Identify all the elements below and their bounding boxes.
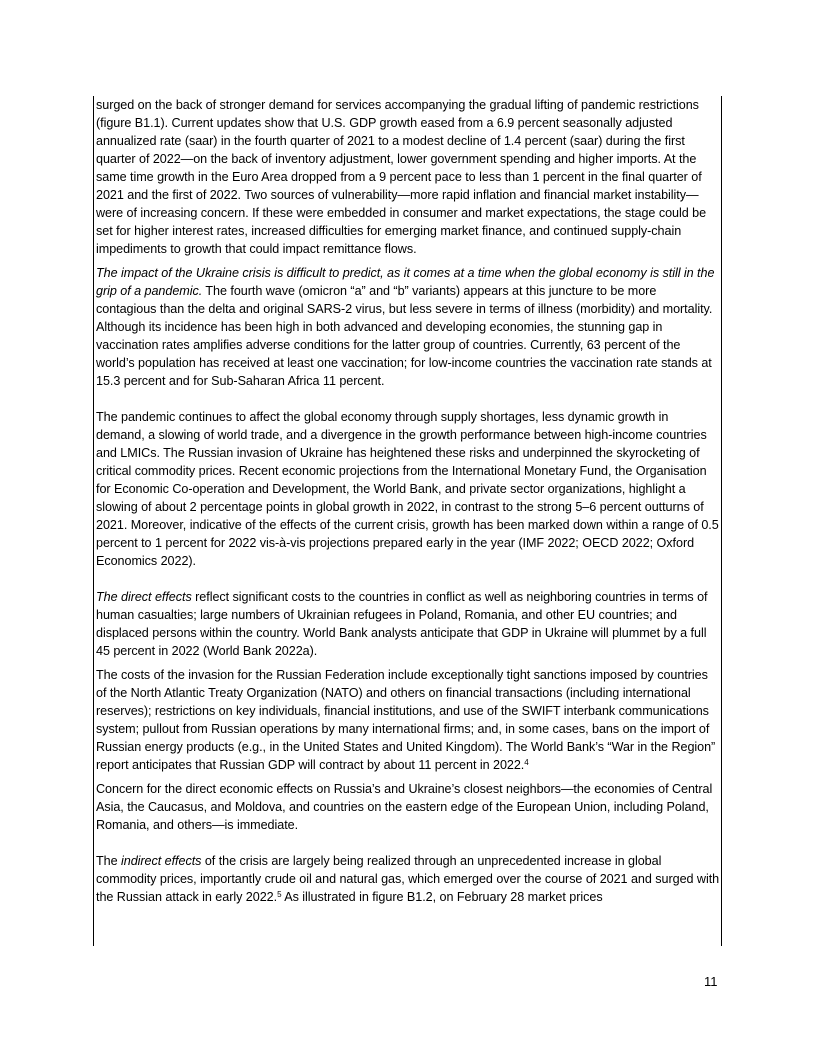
footnote-ref-5[interactable]: 5: [277, 890, 282, 899]
italic-phrase: indirect effects: [121, 854, 202, 868]
body-text: [96, 96, 720, 906]
paragraph-text-post: As illustrated in figure B1.2, on February 28 market prices: [281, 890, 603, 904]
italic-lead: The impact of the Ukraine crisis is difficult to predict, as it comes at a time when the global economy is still in the grip of a pandemic.: [96, 266, 715, 298]
paragraph-3: [96, 408, 720, 570]
paragraph-text: of the crisis are largely being realized through an unprecedented increase in global commodity prices, importantly crude oil and natural gas, which emerged over the course of 2021 and surged with the Russian attack in early 2022.: [96, 854, 720, 904]
paragraph-7: [96, 852, 720, 906]
paragraph-text: The pandemic continues to affect the global economy through supply shortages, less dynamic growth in demand, a slowing of world trade, and a divergence in the growth performance between high-income countries and LMICs. The Russian invasion of Ukraine has heightened these risks and underpinned the skyrocketing of critical commodity prices. Recent economic projections from the International Monetary Fund, the Organisation for Economic Co-operation and Development, the World Bank, and private sector organizations, highlight a slowing of about 2 percentage points in global growth in 2022, in contrast to the strong 5–6 percent outturns of 2021. Moreover, indicative of the effects of the current crisis, growth has been marked down within a range of 0.5 percent to 1 percent for 2022 vis-à-vis projections prepared early in the year (IMF 2022; OECD 2022; Oxford Economics 2022).: [96, 410, 719, 568]
paragraph-text: surged on the back of stronger demand for services accompanying the gradual lifting of pandemic restrictions (figure B1.1). Current updates show that U.S. GDP growth eased from a 6.9 percent seasonally adjusted annualized rate (saar) in the fourth quarter of 2021 to a modest decline of 1.4 percent (saar) during the first quarter of 2022—on the back of inventory adjustment, lower government spending and higher imports. At the same time growth in the Euro Area dropped from a 9 percent pace to less than 1 percent in the final quarter of 2021 and the first of 2022. Two sources of vulnerability—more rapid inflation and financial market instability—were of increasing concern. If these were embedded in consumer and market expectations, the stage could be set for higher interest rates, increased difficulties for emerging market finance, and continued supply-chain impediments to growth that could impact remittance flows.: [96, 98, 707, 256]
paragraph-text: reflect significant costs to the countries in conflict as well as neighboring countries in terms of human casualties; large numbers of Ukrainian refugees in Poland, Romania, and other EU countries; and displaced persons within the country. World Bank analysts anticipate that GDP in Ukraine will plummet by a full 45 percent in 2022 (World Bank 2022a).: [96, 590, 708, 658]
paragraph-text-pre: The: [96, 854, 121, 868]
footnote-ref-4[interactable]: 4: [524, 758, 529, 767]
italic-lead: The direct effects: [96, 590, 192, 604]
paragraph-1: [96, 96, 720, 258]
page-number: 11: [704, 974, 718, 989]
paragraph-text: The costs of the invasion for the Russian Federation include exceptionally tight sanctions imposed by countries of the North Atlantic Treaty Organization (NATO) and others on financial transactions (including international reserves); restrictions on key individuals, financial institutions, and use of the SWIFT interbank communications system; pullout from Russian operations by many international firms; and, in some cases, bans on the import of Russian energy products (e.g., in the United States and United Kingdom). The World Bank’s “War in the Region” report anticipates that Russian GDP will contract by about 11 percent in 2022.: [96, 668, 716, 772]
paragraph-5: [96, 666, 720, 774]
paragraph-2: [96, 264, 720, 390]
paragraph-text: The fourth wave (omicron “a” and “b” variants) appears at this juncture to be more contagious than the delta and original SARS-2 virus, but less severe in terms of illness (morbidity) and mortality. Although its incidence has been high in both advanced and developing economies, the stunning gap in vaccination rates amplifies adverse conditions for the latter group of countries. Currently, 63 percent of the world’s population has received at least one vaccination; for low-income countries the vaccination rate stands at 15.3 percent and for Sub-Saharan Africa 11 percent.: [96, 284, 713, 388]
paragraph-4: [96, 588, 720, 660]
paragraph-6: [96, 780, 720, 834]
paragraph-text: Concern for the direct economic effects on Russia’s and Ukraine’s closest neighbors—the economies of Central Asia, the Caucasus, and Moldova, and countries on the eastern edge of the European Union, including Poland, Romania, and others—is immediate.: [96, 782, 713, 832]
